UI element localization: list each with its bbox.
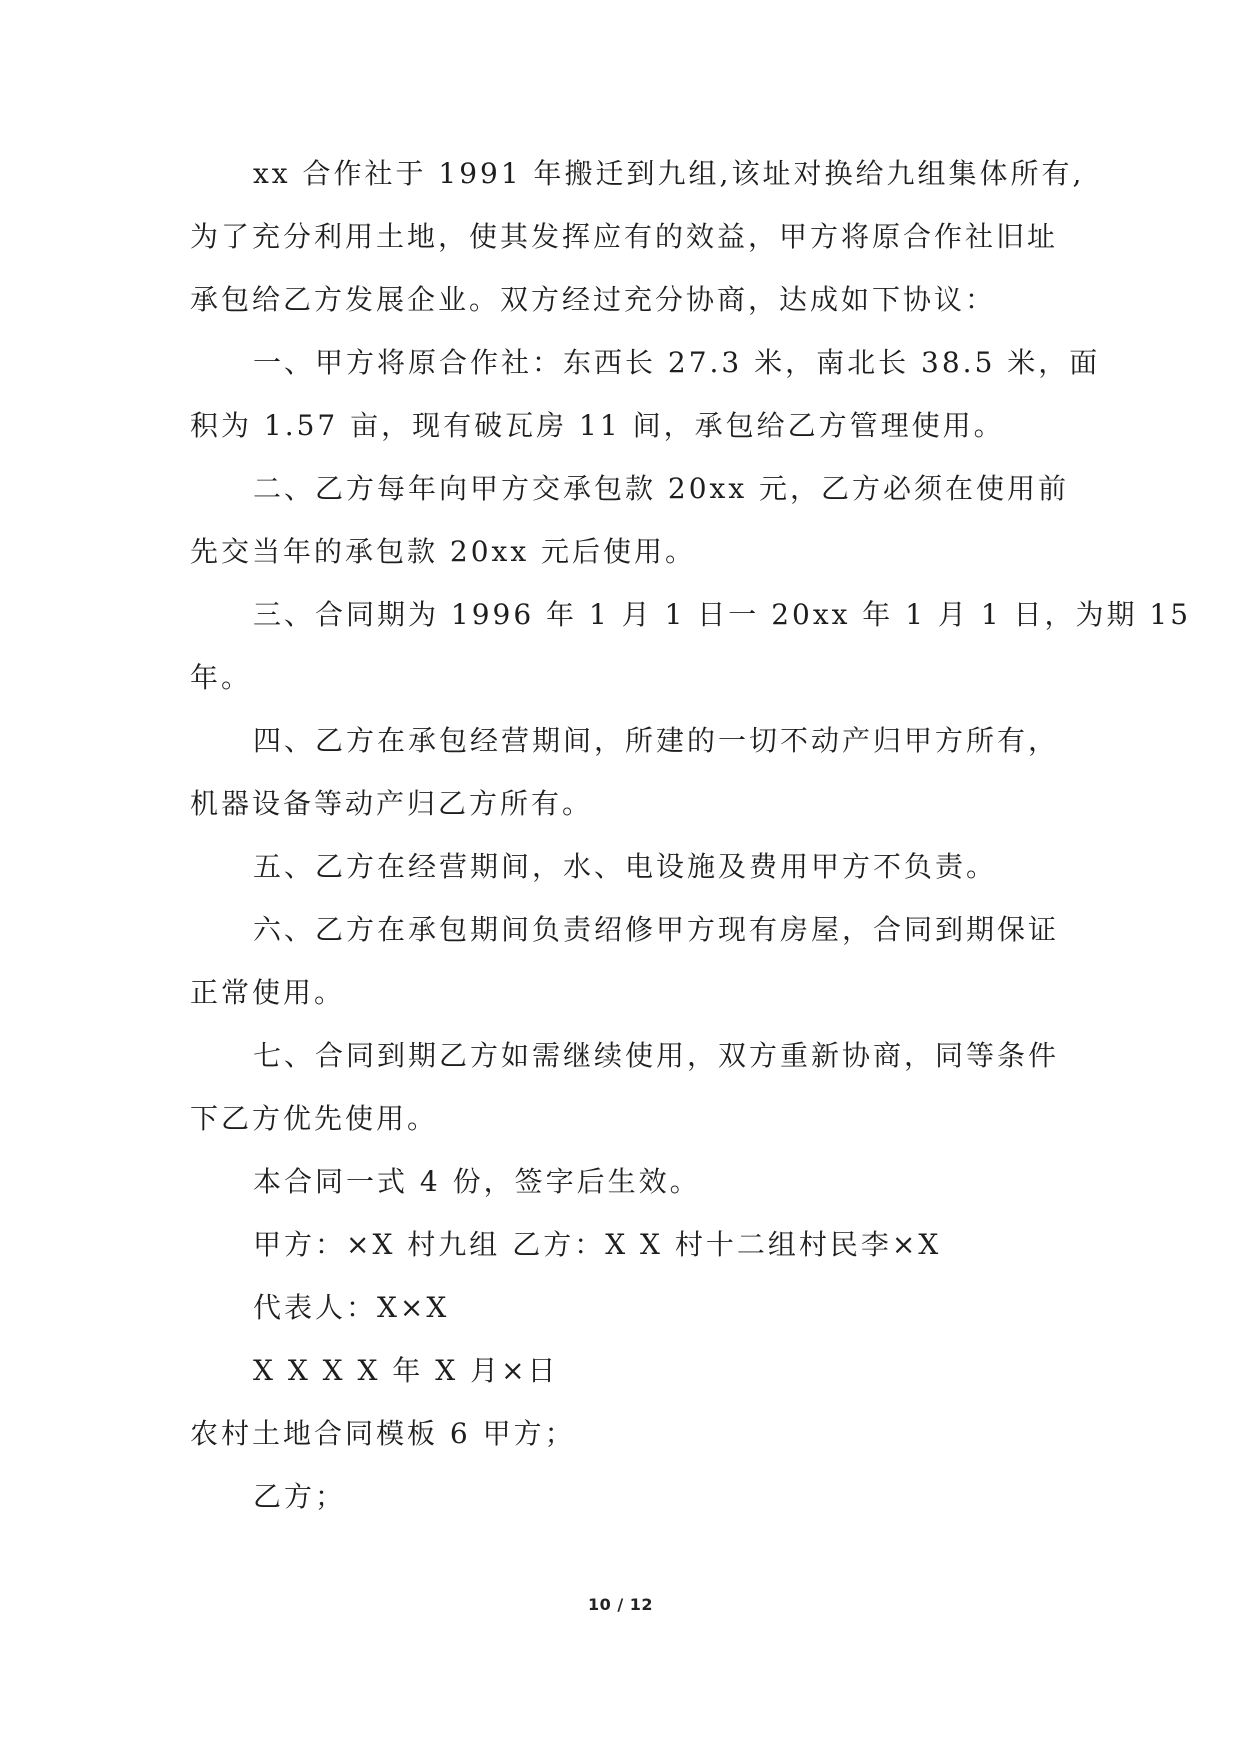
clause-7-line-1: 七、合同到期乙方如需继续使用，双方重新协商，同等条件 [253, 1039, 1060, 1072]
party-b-line: 乙方； [253, 1480, 347, 1513]
clause-5: 五、乙方在经营期间，水、电设施及费用甲方不负责。 [253, 850, 998, 883]
paragraph-intro-line-3: 承包给乙方发展企业。双方经过充分协商，达成如下协议： [190, 283, 997, 316]
paragraph-intro-line-2: 为了充分利用土地，使其发挥应有的效益，甲方将原合作社旧址 [190, 220, 1059, 253]
clause-2-line-1: 二、乙方每年向甲方交承包款 20xx 元，乙方必须在使用前 [253, 472, 1070, 505]
clause-3-line-2: 年。 [190, 661, 253, 694]
parties-line: 甲方：×X 村九组 乙方：X X 村十二组村民李×X [253, 1228, 942, 1261]
clause-1-line-1: 一、甲方将原合作社：东西长 27.3 米，南北长 38.5 米，面 [253, 346, 1101, 379]
next-template-heading: 农村土地合同模板 6 甲方； [190, 1417, 576, 1450]
clause-7-line-2: 下乙方优先使用。 [190, 1102, 439, 1135]
representative-line: 代表人：X×X [253, 1291, 450, 1324]
copies-statement: 本合同一式 4 份，签字后生效。 [253, 1165, 701, 1198]
clause-4-line-2: 机器设备等动产归乙方所有。 [190, 787, 594, 820]
paragraph-intro-line-1: xx 合作社于 1991 年搬迁到九组,该址对换给九组集体所有, [253, 157, 1085, 190]
page-number: 10 / 12 [587, 1595, 653, 1614]
clause-3-line-1: 三、合同期为 1996 年 1 月 1 日一 20xx 年 1 月 1 日，为期 15 [253, 598, 1192, 631]
clause-1-line-2: 积为 1.57 亩，现有破瓦房 11 间，承包给乙方管理使用。 [190, 409, 1005, 442]
clause-2-line-2: 先交当年的承包款 20xx 元后使用。 [190, 535, 697, 568]
clause-4-line-1: 四、乙方在承包经营期间，所建的一切不动产归甲方所有， [253, 724, 1060, 757]
date-line: X X X X 年 X 月×日 [253, 1354, 559, 1387]
clause-6-line-2: 正常使用。 [190, 976, 346, 1009]
clause-6-line-1: 六、乙方在承包期间负责绍修甲方现有房屋，合同到期保证 [253, 913, 1060, 946]
